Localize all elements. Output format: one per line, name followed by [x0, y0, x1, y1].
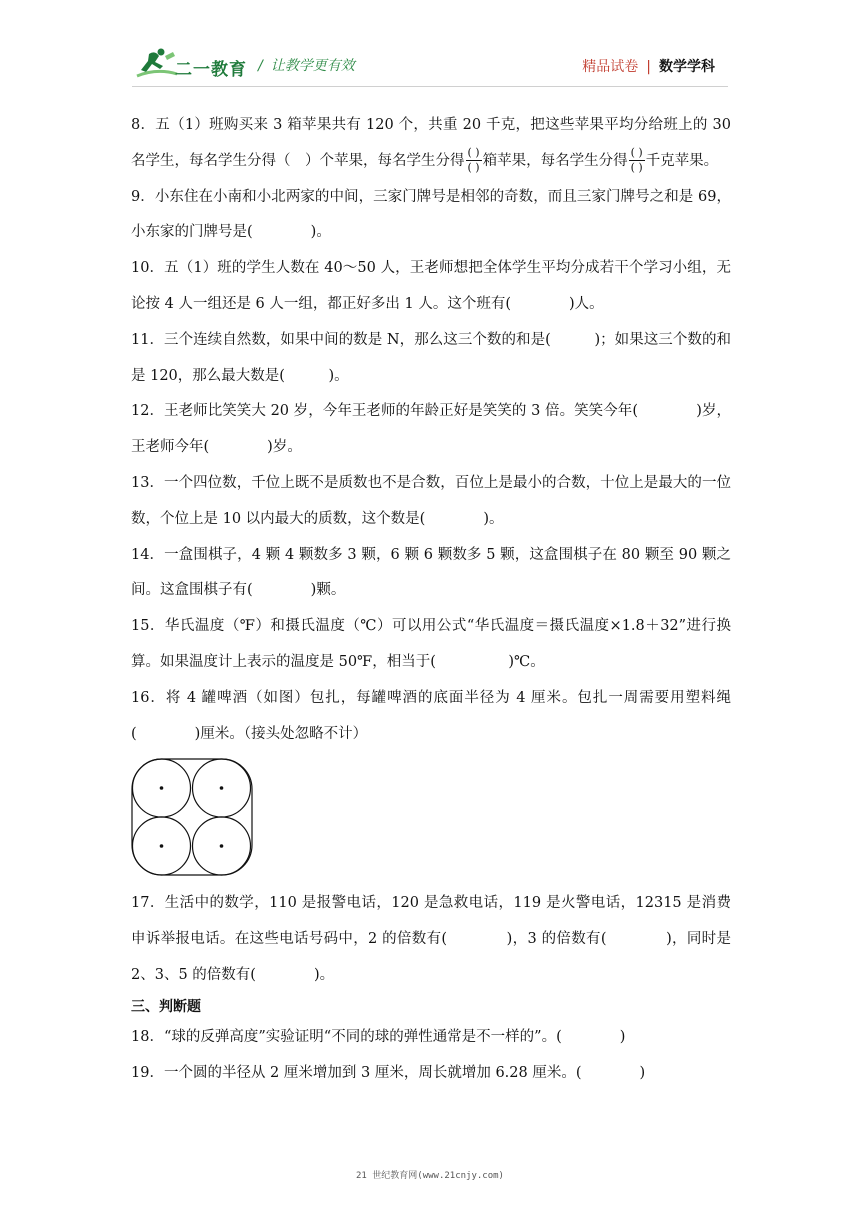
question-9: 9．小东住在小南和小北两家的中间，三家门牌号是相邻的奇数，而且三家门牌号之和是 69，小东家的门牌号是( )。	[131, 188, 731, 241]
fraction-blank-1	[466, 146, 482, 175]
slogan-slash: /	[258, 58, 263, 74]
fraction-denominator: ( )	[467, 161, 480, 175]
question-16: 16．将 4 罐啤酒（如图）包扎，每罐啤酒的底面半径为 4 厘米。包扎一周需要用塑料绳( )厘米。（接头处忽略不计）	[131, 689, 731, 742]
question-11: 11．三个连续自然数，如果中间的数是 N，那么这三个数的和是( )；如果这三个数的和是 120，那么最大数是( )。	[131, 331, 731, 384]
tag-subject: 数学学科	[659, 59, 715, 75]
section-heading-judgement: 三、判断题	[131, 998, 201, 1015]
header-divider	[132, 86, 728, 87]
header-tags	[582, 56, 715, 76]
question-19: 19．一个圆的半径从 2 厘米增加到 3 厘米，周长就增加 6.28 厘米。( )	[131, 1064, 646, 1081]
question-18: 18．“球的反弹高度”实验证明“不同的球的弹性通常是不一样的”。( )	[131, 1028, 626, 1045]
tag-premium-paper: 精品试卷	[582, 59, 639, 75]
question-8-part2: 箱苹果，每名学生分得	[482, 152, 628, 169]
question-8	[131, 108, 731, 180]
fraction-numerator: ( )	[467, 146, 480, 160]
fraction-blank-2	[629, 146, 645, 175]
page-header	[0, 0, 860, 100]
slogan	[258, 55, 355, 75]
question-15: 15．华氏温度（℉）和摄氏温度（℃）可以用公式“华氏温度＝摄氏温度×1.8＋32”进行换算。如果温度计上表示的温度是 50℉，相当于( )℃。	[131, 618, 731, 670]
brand-name: 二一教育	[175, 60, 247, 80]
question-12: 12．王老师比笑笑大 20 岁，今年王老师的年龄正好是笑笑的 3 倍。笑笑今年( )岁，王老师今年( )岁。	[131, 403, 731, 456]
fraction-numerator: ( )	[630, 146, 643, 160]
tag-separator: |	[646, 59, 651, 75]
question-list	[131, 108, 731, 1091]
cans-figure	[131, 758, 731, 878]
four-cans-diagram	[131, 758, 255, 878]
question-14: 14．一盒围棋子，4 颗 4 颗数多 3 颗，6 颗 6 颗数多 5 颗，这盒围棋子在 80 颗至 90 颗之间。这盒围棋子有( )颗。	[131, 546, 731, 599]
slogan-text: 让教学更有效	[270, 58, 355, 74]
question-10: 10．五（1）班的学生人数在 40～50 人，王老师想把全体学生平均分成若干个学习小组，无论按 4 人一组还是 6 人一组，都正好多出 1 人。这个班有( )人。	[131, 260, 731, 312]
page-footer: 21 世纪教育网(www.21cnjy.com)	[356, 1171, 504, 1181]
question-8-part1: 8．五（1）班购买来 3 箱苹果共有 120 个，共重 20 千克，把这些苹果平均分给班上的 30 名学生，每名学生分得（ ）个苹果，每名学生分得	[131, 117, 731, 169]
fraction-denominator: ( )	[630, 161, 643, 175]
question-13: 13．一个四位数，千位上既不是质数也不是合数，百位上是最小的合数，十位上是最大的一位数，个位上是 10 以内最大的质数，这个数是( )。	[131, 474, 731, 527]
question-8-part3: 千克苹果。	[645, 152, 719, 169]
question-17: 17．生活中的数学，110 是报警电话，120 是急救电话，119 是火警电话，12315 是消费申诉举报电话。在这些电话号码中，2 的倍数有( )，3 的倍数有( )，同时是 2、3、5 的倍数有( )。	[131, 895, 731, 983]
